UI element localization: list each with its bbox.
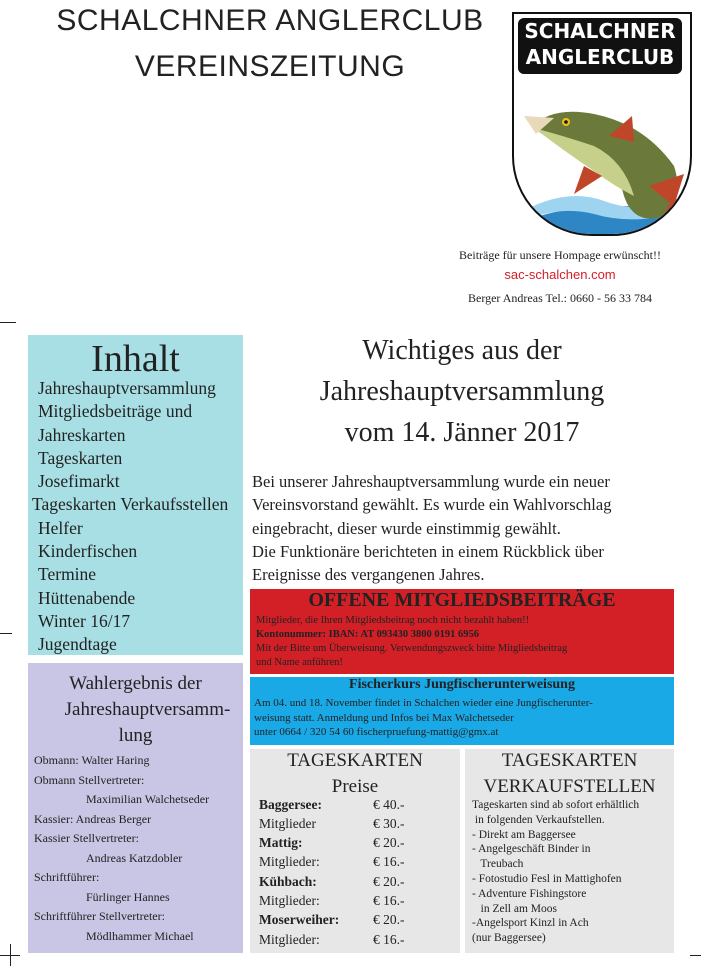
outlet-line: - Adventure Fishingstore — [472, 887, 587, 900]
pike-fish-icon — [514, 76, 690, 236]
contact-phone: Berger Andreas Tel.: 0660 - 56 33 784 — [467, 291, 653, 305]
prices-subtitle: Preise — [331, 776, 379, 797]
price-value: € 16.- — [373, 932, 405, 947]
election-line: Kassier Stellvertreter: — [34, 831, 139, 845]
outlet-line: -Angelsport Kinzl in Ach — [472, 917, 589, 930]
outlet-line: - Direkt am Baggersee — [472, 828, 576, 841]
day-ticket-prices — [250, 749, 460, 953]
crop-mark — [690, 955, 701, 956]
election-title-line: lung — [118, 725, 153, 746]
toc-item[interactable]: Josefimarkt — [38, 471, 120, 492]
price-label: Mattig: — [259, 835, 303, 850]
article-line: Vereinsvorstand gewählt. Es wurde ein Wahlvorschlag — [252, 495, 612, 515]
election-line: Maximilian Walchetseder — [86, 792, 210, 806]
price-label: Kühbach: — [259, 874, 317, 889]
article-title-line: Wichtiges aus der — [362, 335, 562, 366]
election-results — [28, 663, 243, 953]
election-line: Fürlinger Hannes — [86, 889, 170, 904]
contribution-note: Beiträge für unsere Hompage erwünscht!! — [459, 248, 661, 262]
election-line: Schriftführer: — [34, 870, 100, 884]
article-line: Bei unserer Jahreshauptversammlung wurde ein neuer — [252, 472, 610, 491]
outlet-line: in folgenden Verkaufstellen. — [472, 813, 605, 826]
logo-text-line1: SCHALCHNER — [524, 19, 676, 43]
course-line[interactable]: unter 0664 / 320 54 60 fischerpruefung-mattig@gmx.at — [254, 726, 499, 738]
outlet-line: Treubach — [472, 858, 524, 871]
price-label: Mitglieder: — [259, 932, 320, 947]
club-logo — [512, 12, 692, 236]
price-row — [259, 797, 449, 816]
election-line: Kassier: Andreas Berger — [34, 811, 152, 826]
toc-item[interactable]: Termine — [38, 564, 97, 585]
prices-title: TAGESKARTEN — [287, 750, 423, 771]
toc-item[interactable]: Jahreskarten — [38, 424, 126, 445]
election-line: Mödlhammer Michael — [86, 928, 194, 943]
ticket-outlets — [465, 749, 674, 953]
price-label: Mitglieder — [259, 816, 316, 831]
price-value: € 30.- — [373, 816, 405, 831]
toc-item[interactable]: Mitgliedsbeiträge und — [38, 401, 193, 422]
outlet-line: - Fotostudio Fesl in Mattighofen — [472, 872, 622, 885]
price-value: € 20.- — [373, 835, 405, 850]
price-label: Mitglieder: — [259, 854, 320, 869]
article-title-line: vom 14. Jänner 2017 — [344, 417, 580, 448]
website-link[interactable]: sac-schalchen.com — [504, 267, 616, 282]
article-line: Ereignisse des vergangenen Jahres. — [252, 565, 485, 585]
newsletter-title-line2: VEREINSZEITUNG — [134, 50, 406, 83]
course-title: Fischerkurs Jungfischerunterweisung — [349, 677, 575, 692]
price-row — [259, 912, 449, 931]
toc-item[interactable]: Jahreshauptversammlung — [38, 378, 216, 398]
election-line: Obmann: Walter Haring — [34, 753, 150, 767]
outlet-line: (nur Baggersee) — [472, 932, 546, 945]
newsletter-title-line1: SCHALCHNER ANGLERCLUB — [56, 4, 484, 37]
toc-item[interactable]: Winter 16/17 — [38, 610, 131, 631]
outlets-title: TAGESKARTEN — [501, 750, 638, 771]
price-value: € 40.- — [373, 797, 405, 812]
election-line: Schriftführer Stellvertreter: — [34, 909, 165, 923]
price-row — [259, 874, 449, 893]
article-line: Die Funktionäre berichteten in einem Rückblick über — [252, 541, 604, 561]
article-title — [252, 330, 672, 453]
price-value: € 20.- — [373, 874, 405, 889]
price-label: Mitglieder: — [259, 893, 320, 908]
open-dues-title: OFFENE MITGLIEDSBEITRÄGE — [308, 589, 616, 611]
price-row — [259, 835, 449, 854]
logo-text-line2: ANGLERCLUB — [525, 45, 675, 69]
crop-mark — [10, 944, 11, 966]
price-row — [259, 893, 449, 912]
dues-line: Kontonummer: IBAN: AT 093430 3800 0191 6956 — [256, 629, 480, 640]
toc-item[interactable]: Jugendtage — [38, 634, 117, 655]
course-text — [254, 696, 672, 740]
outlet-line: Tageskarten sind ab sofort erhältlich — [472, 799, 640, 811]
open-dues-notice — [250, 589, 674, 674]
toc-item[interactable]: Hüttenabende — [38, 587, 136, 608]
dues-line: und Name anführen! — [256, 657, 343, 668]
dues-line: Mitglieder, die Ihren Mitgliedsbeitrag noch nicht bezahlt haben!! — [256, 615, 530, 626]
outlet-line: - Angelgeschäft Binder in — [472, 843, 591, 856]
article-body — [252, 470, 682, 586]
logo-text-box — [518, 18, 682, 74]
election-title-line: Jahreshauptversamm- — [64, 699, 231, 720]
toc-list — [32, 377, 243, 657]
price-value: € 16.- — [373, 854, 405, 869]
article-title-line: Jahreshauptversammlung — [319, 376, 605, 407]
toc-item[interactable]: Tageskarten — [38, 447, 123, 468]
election-title — [28, 671, 243, 749]
crop-mark — [0, 322, 16, 323]
article-line: eingebracht, dieser wurde einstimmig gewählt. — [252, 518, 561, 538]
outlets-subtitle: VERKAUFSTELLEN — [483, 776, 656, 797]
outlets-list — [472, 798, 672, 946]
price-row — [259, 854, 449, 873]
election-title-line: Wahlergebnis der — [69, 673, 202, 694]
outlet-line: in Zell am Moos — [472, 902, 557, 915]
price-value: € 20.- — [373, 912, 405, 927]
price-value: € 16.- — [373, 893, 405, 908]
crop-mark — [0, 633, 12, 634]
toc-item[interactable]: Kinderfischen — [38, 541, 138, 562]
election-line: Obmann Stellvertreter: — [34, 772, 145, 787]
price-row — [259, 816, 449, 835]
price-label: Moserweiher: — [259, 912, 340, 927]
course-line: Am 04. und 18. November findet in Schalchen wieder eine Jungfischerunter- — [254, 697, 593, 709]
toc-item[interactable]: Tageskarten Verkaufsstellen — [32, 494, 229, 515]
open-dues-text — [256, 614, 670, 670]
fishing-course-notice — [250, 677, 674, 745]
table-of-contents — [28, 335, 243, 655]
toc-title: Inhalt — [91, 338, 180, 380]
course-line: weisung statt. Anmeldung und Infos bei Max Walchetseder — [254, 711, 514, 724]
dues-line: Mit der Bitte um Überweisung. Verwendungszweck bitte Mitgliedsbeitrag — [256, 643, 568, 654]
election-line: Andreas Katzdobler — [86, 850, 183, 865]
election-list — [34, 751, 240, 946]
price-label: Baggersee: — [259, 797, 322, 812]
price-row — [259, 932, 449, 951]
toc-item[interactable]: Helfer — [38, 517, 83, 538]
